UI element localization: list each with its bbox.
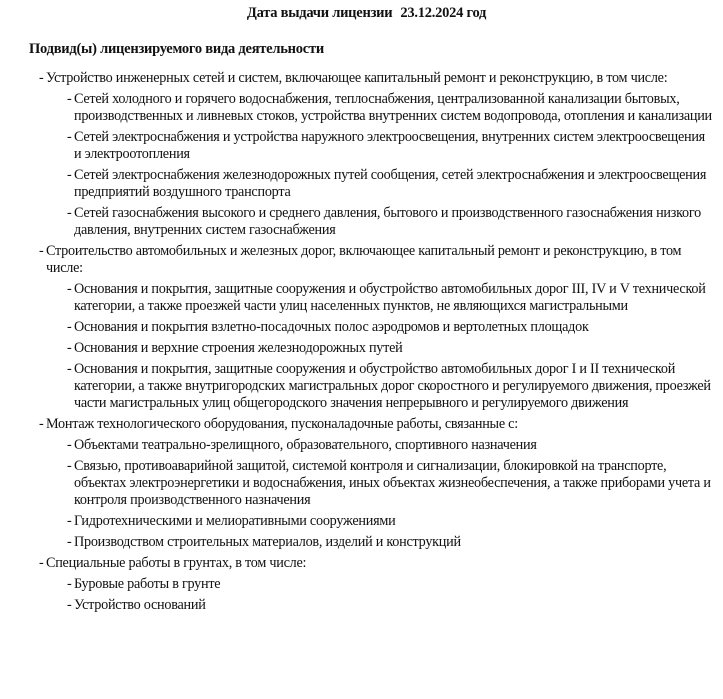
activity-subitem	[0, 437, 723, 454]
activity-group-text: Специальные работы в грунтах, в том числе:	[46, 555, 307, 571]
activity-subitem	[0, 534, 723, 551]
dash-bullet-icon: -	[67, 437, 72, 453]
activity-subitem	[0, 597, 723, 614]
activity-group-text: Устройство инженерных сетей и систем, включающее капитальный ремонт и реконструкцию, в том числе:	[46, 70, 668, 86]
activity-subitem-text: Связью, противоаварийной защитой, системой контроля и сигнализации, блокировкой на транспорте, объектах электроэнергетики и водоснабжения, иных объектах жизнеобеспечения, а также приборами учета и контроля производственного назначения	[74, 458, 711, 508]
activity-group	[0, 416, 723, 433]
activity-group	[0, 243, 723, 277]
dash-bullet-icon: -	[67, 91, 72, 107]
activity-group-text: Монтаж технологического оборудования, пусконаладочные работы, связанные с:	[46, 416, 518, 432]
license-issue-date-line	[0, 5, 723, 22]
dash-bullet-icon: -	[39, 416, 44, 432]
activity-subitem-text: Сетей электроснабжения и устройства наружного электроосвещения, внутренних систем электроосвещения и электроотопления	[74, 129, 705, 162]
activity-subitem-text: Устройство оснований	[74, 597, 206, 613]
activity-subitem	[0, 576, 723, 593]
dash-bullet-icon: -	[67, 361, 72, 377]
dash-bullet-icon: -	[67, 458, 72, 474]
activity-subitem-text: Сетей газоснабжения высокого и среднего давления, бытового и производственного газоснабжения низкого давления, внутренних систем газоснабжения	[74, 205, 701, 238]
dash-bullet-icon: -	[39, 243, 44, 259]
dash-bullet-icon: -	[67, 129, 72, 145]
dash-bullet-icon: -	[67, 576, 72, 592]
activity-subitem-text: Гидротехническими и мелиоративными сооружениями	[74, 513, 396, 529]
dash-bullet-icon: -	[67, 281, 72, 297]
activity-subitem-text: Производством строительных материалов, изделий и конструкций	[74, 534, 461, 550]
activity-subitem	[0, 513, 723, 530]
date-value: 23.12.2024 год	[400, 5, 487, 21]
activity-subitem-text: Буровые работы в грунте	[74, 576, 221, 592]
section-title: Подвид(ы) лицензируемого вида деятельности	[29, 41, 324, 57]
dash-bullet-icon: -	[67, 513, 72, 529]
activity-subitem	[0, 361, 723, 412]
activity-subitem-text: Сетей электроснабжения железнодорожных путей сообщения, сетей электроснабжения и электроосвещения предприятий воздушного транспорта	[74, 167, 707, 200]
activity-group	[0, 70, 723, 87]
activity-subitem-text: Объектами театрально-зрелищного, образовательного, спортивного назначения	[74, 437, 537, 453]
activity-subitem	[0, 205, 723, 239]
dash-bullet-icon: -	[39, 70, 44, 86]
dash-bullet-icon: -	[67, 205, 72, 221]
activity-subitem	[0, 91, 723, 125]
dash-bullet-icon: -	[67, 319, 72, 335]
activity-subtypes-list	[0, 70, 723, 618]
dash-bullet-icon: -	[39, 555, 44, 571]
activity-subitem	[0, 167, 723, 201]
activity-subitem-text: Основания и покрытия взлетно-посадочных полос аэродромов и вертолетных площадок	[74, 319, 589, 335]
activity-subitem	[0, 319, 723, 336]
activity-subitem	[0, 458, 723, 509]
activity-group	[0, 555, 723, 572]
dash-bullet-icon: -	[67, 167, 72, 183]
activity-subitem-text: Основания и верхние строения железнодорожных путей	[74, 340, 403, 356]
dash-bullet-icon: -	[67, 597, 72, 613]
date-label: Дата выдачи лицензии	[246, 5, 393, 21]
activity-subitem	[0, 129, 723, 163]
activity-subitem-text: Основания и покрытия, защитные сооружения и обустройство автомобильных дорог I и II технической категории, а также внутригородских магистральных дорог скоростного и регулируемого движения, проезжей части магистральных улиц общегородского значения непрерывного и регулируемого движения	[74, 361, 711, 411]
activity-subitem-text: Сетей холодного и горячего водоснабжения, теплоснабжения, централизованной канализации бытовых, производственных и ливневых стоков, устройства внутренних систем водопровода, отопления и канализации	[74, 91, 712, 124]
dash-bullet-icon: -	[67, 340, 72, 356]
activity-subitem	[0, 281, 723, 315]
activity-subitem	[0, 340, 723, 357]
activity-group-text: Строительство автомобильных и железных дорог, включающее капитальный ремонт и реконструкцию, в том числе:	[46, 243, 682, 276]
dash-bullet-icon: -	[67, 534, 72, 550]
activity-subitem-text: Основания и покрытия, защитные сооружения и обустройство автомобильных дорог III, IV и V технической категории, а также проезжей части улиц населенных пунктов, не являющихся магистральными	[74, 281, 706, 314]
